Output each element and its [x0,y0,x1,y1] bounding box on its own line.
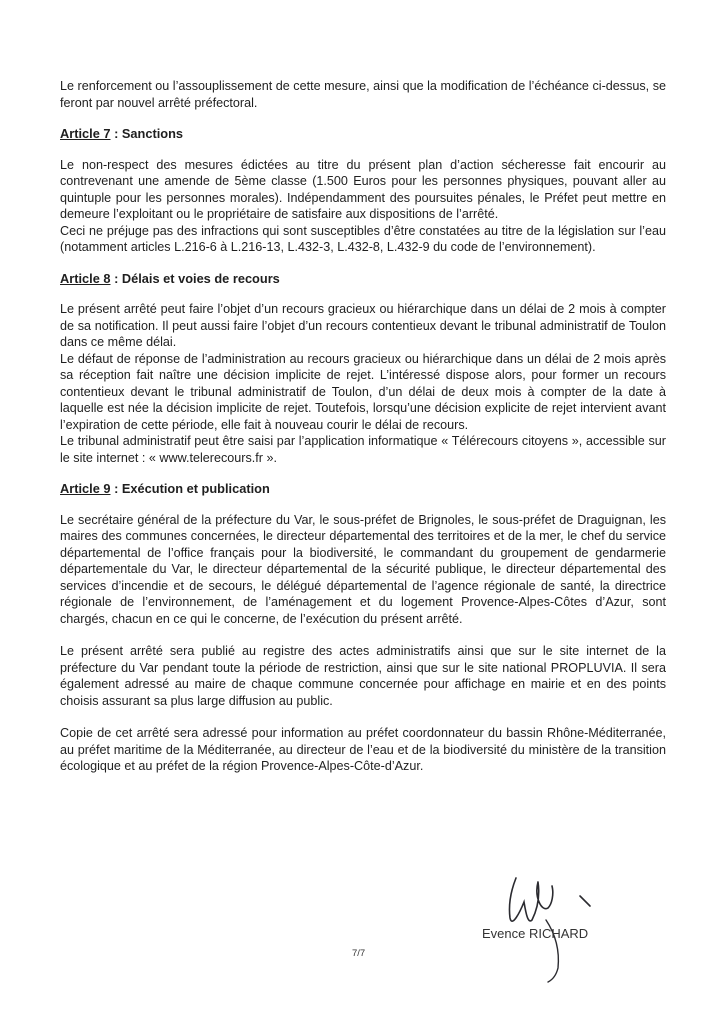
signature-block [468,868,618,988]
article-9-title: : Exécution et publication [110,481,270,496]
article-7-heading [60,126,666,143]
signatory-name: Evence RICHARD [482,926,589,941]
intro-paragraph: Le renforcement ou l’assouplissement de cette mesure, ainsi que la modification de l’échéance ci-dessus, se feront par nouvel arrêté préfectoral. [60,79,666,110]
article-7-paragraph-2: Ceci ne préjuge pas des infractions qui sont susceptibles d’être constatées au titre de la législation sur l’eau (notamment articles L.216-6 à L.216-13, L.432-3, L.432-8, L.432-9 du code de l’environnement). [60,223,666,254]
article-9-paragraph-1: Le secrétaire général de la préfecture du Var, le sous-préfet de Brignoles, le sous-préfet de Draguignan, les maires des communes concernées, le directeur départemental des territoires et de la mer, le chef du service départemental de l’office français pour la biodiversité, le commandant du groupement de gendarmerie départementale du Var, le directeur départemental de la sécurité publique, le directeur départemental des services d’incendie et de secours, le délégué départemental de l’agence régionale de santé, la directrice régionale de l’environnement, de l’aménagement et du logement Provence-Alpes-Côtes d’Azur, sont chargés, chacun en ce qui le concerne, de l’exécution du présent arrêté. [60,512,666,626]
article-8-heading [60,271,666,288]
article-8-paragraph-1: Le présent arrêté peut faire l’objet d’un recours gracieux ou hiérarchique dans un délai de 2 mois à compter de sa notification. Il peut aussi faire l’objet d’un recours contentieux devant le tribunal administratif de Toulon dans ce même délai. [60,302,666,349]
article-9-paragraph-3: Copie de cet arrêté sera adressé pour information au préfet coordonnateur du bassin Rhône-Méditerranée, au préfet maritime de la Méditerranée, au directeur de l’eau et de la biodiversité du ministère de la transition écologique et au préfet de la région Provence-Alpes-Côte-d’Azur. [60,726,666,773]
article-9-paragraph-2: Le présent arrêté sera publié au registre des actes administratifs ainsi que sur le site internet de la préfecture du Var pendant toute la période de restriction, ainsi que sur le site national PROPLUVIA. Il sera également adressé au maire de chaque commune concernée pour affichage en mairie et en des points choisis assurant sa plus large diffusion au public. [60,644,666,708]
page-number: 7/7 [352,948,366,959]
article-8-paragraph-3: Le tribunal administratif peut être saisi par l’application informatique « Télérecours citoyens », accessible sur le site internet : « www.telerecours.fr ». [60,434,666,465]
article-7-number: Article 7 [60,126,111,141]
article-8-paragraph-2: Le défaut de réponse de l’administration au recours gracieux ou hiérarchique dans un délai de 2 mois après sa réception fait naître une décision implicite de rejet. L’intéressé dispose alors, pour former un recours contentieux devant le tribunal administratif de Toulon, d’un délai de deux mois à compter de la date à laquelle est née la décision implicite de rejet. Toutefois, lorsqu’une décision explicite de rejet intervient avant l’expiration de cette période, elle fait à nouveau courir le délai de recours. [60,351,666,432]
article-9-number: Article 9 [60,481,111,496]
article-7-title: : Sanctions [110,126,184,141]
document-body [60,78,666,775]
article-7-paragraph-1: Le non-respect des mesures édictées au titre du présent plan d’action sécheresse fait encourir au contrevenant une amende de 5ème classe (1.500 Euros pour les personnes physiques, pouvant aller au quintuple pour les personnes morales). Indépendamment des poursuites pénales, le Préfet peut mettre en demeure l’exploitant ou le propriétaire de satisfaire aux dispositions de l’arrêté. [60,157,666,221]
article-8-title: : Délais et voies de recours [110,270,280,286]
article-8-number: Article 8 [60,270,111,286]
article-9-heading [60,481,666,498]
